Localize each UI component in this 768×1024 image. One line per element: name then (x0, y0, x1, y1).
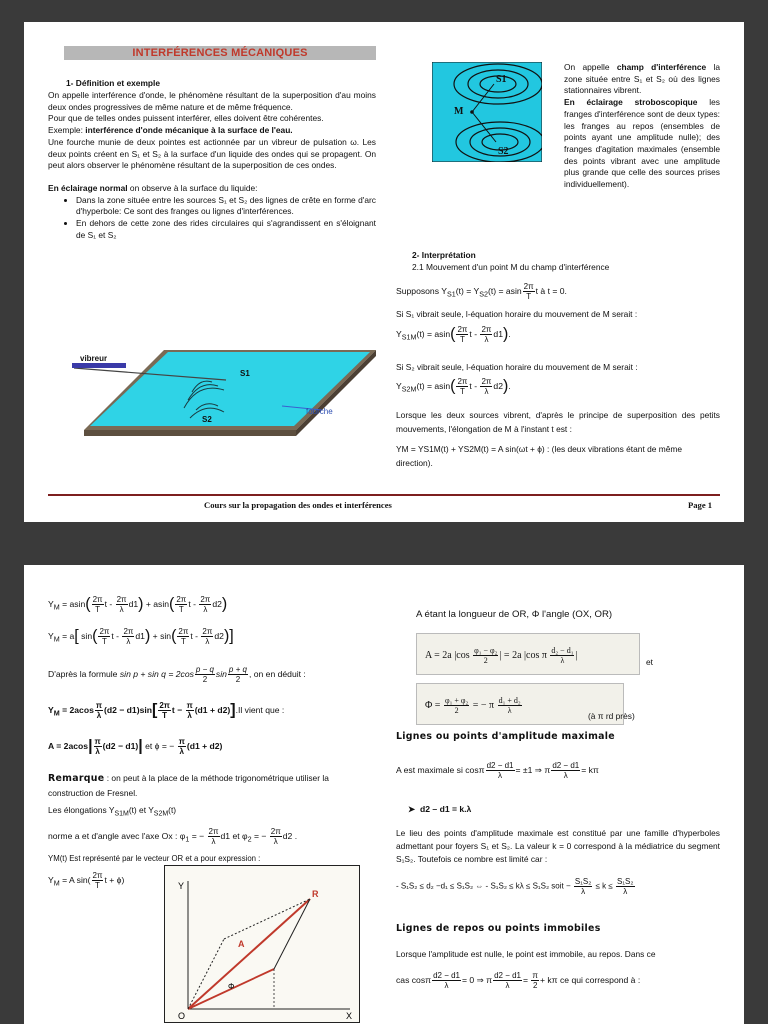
equation-path-difference: ➤ d2 – d1 = k.λ (408, 804, 472, 814)
fresnel-phi-label: Φ (228, 982, 235, 991)
heading-max-amplitude: Lignes ou points d'amplitude maximale (396, 731, 615, 742)
scan-et: et (646, 657, 653, 667)
fresnel-y-label: Y (178, 881, 185, 891)
field-m-label: M (454, 106, 464, 117)
footer-divider (48, 494, 720, 496)
list-item: • Dans la zone située entre les sources S₁ et S₂ des lignes de crête en forme d'arc d'hyperbole: Ce sont des franges ou lignes d'interférences. (76, 195, 376, 218)
text-superposition: Lorsque les deux sources vibrent, d'après le principe de superposition des petits mouvements, l'élongation de M à l'instant t est : (396, 410, 720, 434)
equation-initial: Supposons $Y_{S1}(t) = Y_{S2}(t) = asin$ $\frac{2\pi}{T}$ t à t = 0. (396, 282, 567, 301)
ripple-tank-figure (64, 322, 384, 442)
remark-paragraph: Remarque : on peut à la place de la méthode trigonométrique utiliser la construction de Fresnel. (48, 773, 329, 798)
field-s2-label: S2 (498, 146, 509, 157)
vibreur-label: vibreur (80, 354, 108, 363)
equation-ys1m: $Y_{S1M}(t) = asin$( $\frac{2\pi}{T}$ t - $\frac{2\pi}{\lambda}$ d1). (396, 325, 511, 344)
footer-page: Page 1 (688, 500, 713, 510)
scan-caption: A étant la longueur de OR, Φ l'angle (OX, OR) (416, 609, 613, 620)
ym-vector-text: YM(t) Est représenté par le vecteur OR et a pour expression : (48, 854, 261, 863)
equation-ym: YM = YS1M(t) + YS2M(t) = A sin(ωt + ϕ) : (les deux vibrations étant de même direction). (396, 444, 683, 468)
equation-ym-factored: $Y_M = a$[ sin( $\frac{2\pi}{T}$ t - $\frac{2\pi}{\lambda}$ d1) + sin( $\frac{2\pi}{T}$ t - $\frac{2\pi}{\lambda}$ d2)] (48, 627, 234, 646)
equation-ys2m: $Y_{S2M}(t) = asin$( $\frac{2\pi}{T}$ t - $\frac{2\pi}{\lambda}$ d2). (396, 377, 511, 396)
page-1 (24, 22, 744, 522)
vibreur-bar (72, 363, 126, 368)
equation-phases: norme a et d'angle avec l'axe Ox : $\varphi_1$ = − $\frac{2\pi}{\lambda}$ d1 et $\varphi_2$ = − $\frac{2\pi}{\lambda}$ d2 . (48, 827, 298, 846)
list-item: • En dehors de cette zone des rides circulaires qui s'agrandissent en s'éloignant de S₁ et S₂ (76, 218, 376, 241)
interference-field-figure (432, 62, 542, 162)
footer-course: Cours sur la propagation des ondes et interférences (204, 500, 392, 510)
text-rest: Lorsque l'amplitude est nulle, le point est immobile, au repos. Dans ce (396, 949, 656, 959)
scan-note: (à π rd près) (588, 711, 635, 721)
paragraph-fork: Une fourche munie de deux pointes est actionnée par un vibreur de pulsation ω. Les deux points créent en S₁ et S₂ à la surface d'un liquide des ondes qui se propagent. On peut alors observer le phénomène résultant de la superposition de ces ondes. (48, 136, 376, 171)
observation-list (48, 195, 376, 242)
paragraph-normal-light: En éclairage normal on observe à la surface du liquide: (48, 182, 258, 193)
field-s1-label: S1 (496, 74, 507, 85)
text-max-locus: Le lieu des points d'amplitude maximale est constitué par une famille d'hyperboles admettant pour foyers S₁ et S₂. La valeur k = 0 correspond à la médiatrice du segment S₁S₂. Toutefois ce nombre est limité car : (396, 828, 720, 864)
equation-k-bounds: - S₁S₂ ≤ d₂ −d₁ ≤ S₁S₂ ⇔ - S₁S₂ ≤ kλ ≤ S₁S₂ soit − $\frac{\text{S₁S₂}}{\lambda}$ ≤ k ≤ $\frac{\text{S₁S₂}}{\lambda}$ (396, 877, 634, 896)
equation-ym-sum: $Y_M = asin$( $\frac{2\pi}{T}$ t - $\frac{2\pi}{\lambda}$ d1) + asin( $\frac{2\pi}{T}$ t - $\frac{2\pi}{\lambda}$ d2) (48, 595, 228, 614)
page-2 (24, 565, 744, 1024)
equation-ym-final: $Y_M = A$ sin( $\frac{2\pi}{T}$ t + ϕ) (48, 871, 125, 890)
fresnel-x-label: X (346, 1011, 353, 1021)
paragraph-example: Exemple: interférence d'onde mécanique à la surface de l'eau. (48, 125, 293, 136)
text-s1-alone: Si S₁ vibrait seule, l-équation horaire du mouvement de M serait : (396, 309, 638, 319)
right-column-text (564, 62, 720, 191)
left-column-text (48, 90, 376, 241)
paragraph-field-def: On appelle champ d'interférence la zone située entre S₁ et S₂ où des lignes stationnaires vibrent. (564, 62, 720, 96)
fresnel-diagram (164, 865, 360, 1023)
fresnel-a-label: A (238, 939, 245, 949)
equation-trig-formula: D'après la formule sin p + sin q = 2cos $\frac{p - q}{2}$ sin $\frac{p + q}{2}$ , on en déduit : (48, 665, 306, 684)
s1-label: S1 (240, 369, 250, 378)
equation-amplitude: A = 2acos| $\frac{\pi}{\lambda}$ (d2 − d1)| et ϕ = − $\frac{\pi}{\lambda}$ (d1 + d2) (48, 737, 223, 756)
subsection-2-1: 2.1 Mouvement d'un point M du champ d'interférence (412, 262, 610, 272)
fourche-label: fourche (306, 407, 333, 416)
equation-max-condition: A est maximale si cosπ $\frac{d2 - d1}{\lambda}$ = ±1 ⇒ π $\frac{d2 - d1}{\lambda}$ = kπ (396, 761, 599, 780)
section1-heading: 1- Définition et exemple (66, 78, 161, 88)
paragraph-stroboscopic: En éclairage stroboscopique les franges d'interférence sont de deux types: les franges au repos (ensembles de points ayant une amplitude nulle); des franges d'agitation maximales (ensemble des points vibrant avec une amplitude plus grande que celle des sources prises individuellement). (564, 97, 720, 190)
equation-ym-result: $Y_M = 2acos$ $\frac{\pi}{\lambda}$ (d2 − d1)sin[ $\frac{2\pi}{T}$ t − $\frac{\pi}{\lambda}$ (d1 + d2)].Il vient que : (48, 701, 285, 720)
heading-rest-lines: Lignes de repos ou points immobiles (396, 923, 601, 934)
equation-rest-condition: cas cosπ $\frac{d2 - d1}{\lambda}$ = 0 ⇒ π $\frac{d2 - d1}{\lambda}$ = $\frac{\pi}{2}$ + kπ ce qui correspond à : (396, 971, 641, 990)
paragraph-coherence: Pour que de telles ondes puissent interférer, elles doivent être cohérentes. (48, 113, 324, 124)
section2-heading: 2- Interprétation (412, 250, 476, 260)
s2-label: S2 (202, 415, 212, 424)
page-title: INTERFÉRENCES MÉCANIQUES (64, 46, 376, 60)
fresnel-o-label: O (178, 1011, 186, 1021)
scanned-formula-amplitude: A = 2a |cos $\frac{\text{φ₁ − φ₂}}{2}$ | = 2a |cos π $\frac{\text{d₂ − d₁}}{\lambda}$ | (416, 633, 640, 675)
scanned-formula-phase: Φ = $\frac{\text{φ₁ + φ₂}}{2}$ = − π $\frac{\text{d₁ + d₂}}{\lambda}$ (416, 683, 624, 725)
fresnel-r-label: R (312, 889, 319, 899)
paragraph-definition: On appelle interférence d'onde, le phénomène résultant de la superposition d'au moins deux ondes progressives de même nature et de même fréquence. (48, 90, 376, 112)
text-s2-alone: Si S₂ vibrait seule, l-équation horaire du mouvement de M serait : (396, 362, 638, 372)
elongations-paragraph: Les élongations $Y_{S1M}(t)$ et $Y_{S2M}(t)$ (48, 805, 177, 818)
